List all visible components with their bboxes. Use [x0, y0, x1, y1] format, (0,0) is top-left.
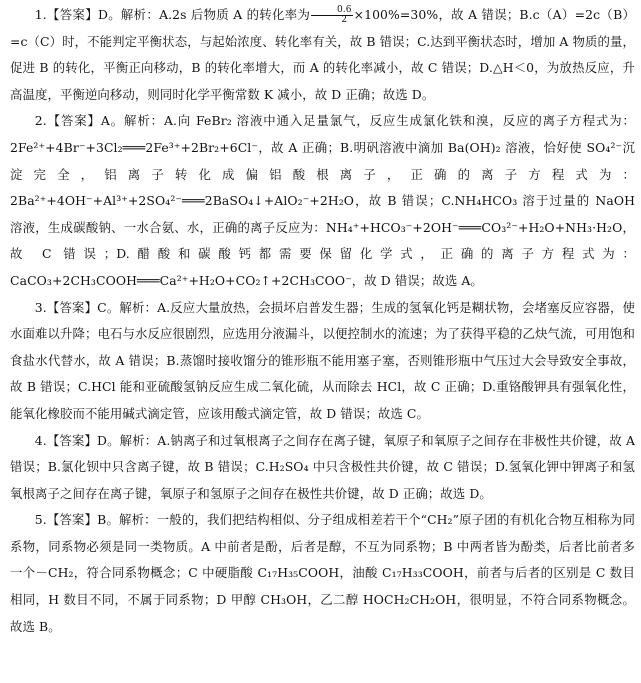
answer-choice: A: [100, 113, 110, 129]
answer-choice: B: [97, 512, 107, 528]
question-number: 4.: [34, 432, 47, 448]
answer-label: 【答案】: [46, 299, 98, 315]
answer-choice: D: [97, 7, 108, 22]
answer-label: 【答案】: [46, 432, 98, 448]
question-number: 1.: [34, 7, 47, 22]
answer-choice: C: [97, 299, 107, 315]
question-number: 3.: [34, 299, 47, 315]
answer-label: 【答案】: [46, 7, 98, 22]
answer-paragraph-3: [10, 295, 635, 428]
explanation-text: 。解析：A.向 FeBr₂ 溶液中通入足量氯气，反应生成氯化铁和溴，反应的离子方程式为：2Fe²⁺+4Br⁻+3Cl₂═══2Fe³⁺+2Br₂+6Cl⁻，故 A 正确；B.明矾溶液中滴加 Ba(OH)₂ 溶液，恰好使 SO₄²⁻沉淀完全，铝离子转化成偏铝酸根离子，正确的离子方程式为：2Ba²⁺+4OH⁻+Al³⁺+2SO₄²⁻═══2BaSO₄↓+AlO₂⁻+2H₂O，故 B 错误；C.NH₄HCO₃ 溶于过量的 NaOH 溶液，生成碳酸钠、一水合氨、水，正确的离子反应为：NH₄⁺+HCO₃⁻+2OH⁻═══CO₃²⁻+H₂O+NH₃·H₂O，故 C 错误；D.醋酸和碳酸钙都需要保留化学式，正确的离子方程式为：CaCO₃+2CH₃COOH═══Ca²⁺+H₂O+CO₂↑+2CH₃COO⁻，故 D 错误；故选 A。: [10, 113, 635, 288]
fraction: [311, 6, 352, 25]
fraction-denominator: 2: [341, 15, 348, 25]
answer-paragraph-2: [10, 108, 635, 294]
question-number: 5.: [34, 512, 47, 528]
answer-paragraph-1: [10, 2, 635, 108]
explanation-text: 。解析：一般的，我们把结构相似、分子组成相差若干个“CH₂”原子团的有机化合物互相称为同系物，同系物必须是同一类物质。A 中前者是酚，后者是醇，不互为同系物；B 中两者皆为酚类，后者比前者多一个－CH₂，符合同系物概念；C 中硬脂酸 C₁₇H₃₅COOH，油酸 C₁₇H₃₃COOH，前者与后者的区别是 C 数目相同，H 数目不同，不属于同系物；D 甲醇 CH₃OH，乙二醇 HOCH₂CH₂OH，很明显，不符合同系物概念。故选 B。: [10, 512, 635, 634]
question-number: 2.: [34, 113, 47, 129]
answer-label: 【答案】: [46, 512, 98, 528]
answer-choice: D: [97, 432, 108, 448]
answer-label: 【答案】: [46, 113, 101, 129]
answer-paragraph-4: [10, 428, 635, 508]
explanation-text: 。解析：A.钠离子和过氧根离子之间存在离子键，氧原子和氧原子之间存在非极性共价键，故 A 错误；B.氯化钡中只含离子键，故 B 错误；C.H₂SO₄ 中只含极性共价键，故 C 错误；D.氢氧化钾中钾离子和氢氧根离子之间存在离子键，氧原子和氢原子之间存在极性共价键，故 D 正确；故选 D。: [10, 432, 635, 501]
explanation-text: ×100%=30%，故 A 错误；B.c（A）=2c（B）=c（C）时，不能判定平衡状态，与起始浓度、转化率有关，故 B 错误；C.达到平衡状态时，增加 A 物质的量，促进 B 的转化，平衡正向移动，B 的转化率增大，而 A 的转化率减小，故 C 错误；D.△H＜0，为放热反应，升高温度，平衡逆向移动，则同时化学平衡常数 K 减小，故 D 正确；故选 D。: [10, 7, 635, 102]
fraction-numerator: 0.6: [311, 6, 352, 16]
answer-paragraph-5: [10, 507, 635, 640]
explanation-text: 。解析：A.2s 后物质 A 的转化率为: [107, 7, 311, 22]
explanation-text: 。解析：A.反应大量放热，会损坏启普发生器；生成的氢氧化钙是糊状物，会堵塞反应容器，使水面难以升降；电石与水反应很剧烈，应选用分液漏斗，以便控制水的流速；为了获得平稳的乙炔气流，可用饱和食盐水代替水，故 A 错误；B.蒸馏时接收馏分的锥形瓶不能用塞子塞，否则锥形瓶中气压过大会导致安全事故，故 B 错误；C.HCl 能和亚硫酸氢钠反应生成二氧化硫，从而除去 HCl，故 C 正确；D.重铬酸钾具有强氧化性，能氧化橡胶而不能用碱式滴定管，应该用酸式滴定管，故 D 错误；故选 C。: [10, 299, 635, 421]
